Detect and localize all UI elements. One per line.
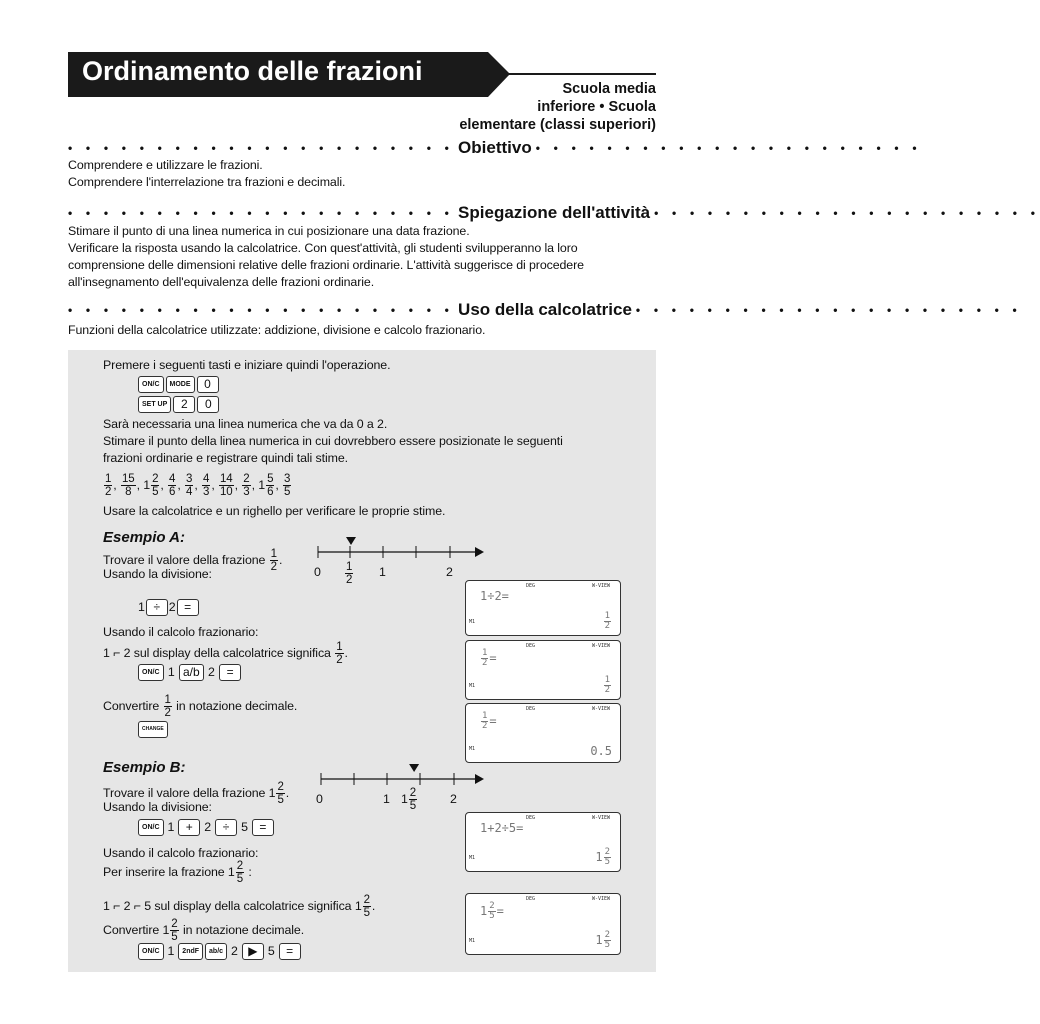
objective-text bbox=[68, 157, 668, 191]
memory-indicator: M1 bbox=[469, 855, 476, 861]
section-heading: Obiettivo bbox=[458, 138, 532, 157]
tick-label: 0 bbox=[316, 792, 323, 806]
calc-key: ▶ bbox=[242, 943, 264, 960]
intro-text: Premere i seguenti tasti e iniziare quindi l'operazione. bbox=[103, 358, 391, 372]
text-line: comprensione delle dimensioni relative delle frazioni ordinarie. L'attività suggerisce di procedere bbox=[68, 258, 584, 272]
dots-divider: • • • • • • • • • • • • • • • • • • • • • • bbox=[635, 303, 1022, 317]
key-0: 0 bbox=[197, 376, 219, 393]
setup-keys-row2 bbox=[137, 396, 220, 414]
denominator: 2 bbox=[604, 685, 610, 695]
denominator: 2 bbox=[164, 707, 171, 719]
fraction bbox=[202, 473, 210, 498]
fraction bbox=[236, 860, 244, 885]
numerator: 14 bbox=[220, 473, 233, 485]
fraction bbox=[266, 473, 274, 498]
whole: 1 bbox=[595, 850, 603, 864]
memory-indicator: M1 bbox=[469, 746, 476, 752]
display-output bbox=[595, 848, 612, 867]
whole: 1 bbox=[227, 864, 235, 879]
numerator: 2 bbox=[604, 847, 610, 857]
denominator: 2 bbox=[105, 486, 112, 498]
text: Trovare il valore della frazione bbox=[103, 552, 266, 567]
denominator: 2 bbox=[482, 721, 488, 731]
display-input: $\frac{1}{2}$ = bbox=[482, 711, 497, 731]
key-onc: ON/C bbox=[138, 376, 164, 393]
dots-divider: • • • • • • • • • • • • • • • • • • • • • • bbox=[535, 141, 922, 155]
memory-indicator: M1 bbox=[469, 938, 476, 944]
section-calculator bbox=[68, 299, 1022, 321]
marker bbox=[346, 537, 356, 545]
dots-divider: • • • • • • • • • • • • • • • • • • • • • • bbox=[68, 206, 455, 220]
text: Convertire bbox=[103, 698, 160, 713]
text-line: Usando il calcolo frazionario: bbox=[103, 846, 259, 860]
fraction bbox=[185, 473, 193, 498]
wview-indicator: W-VIEW bbox=[591, 583, 610, 589]
whole: 1 bbox=[480, 904, 488, 918]
dots-divider: • • • • • • • • • • • • • • • • • • • • • • bbox=[68, 141, 455, 155]
dots-divider: • • • • • • • • • • • • • • • • • • • • • • bbox=[68, 303, 455, 317]
dots-divider: • • • • • • • • • • • • • • • • • • • • • • bbox=[654, 206, 1040, 220]
fraction bbox=[283, 473, 291, 498]
fraction bbox=[604, 848, 611, 867]
wview-indicator: W-VIEW bbox=[591, 896, 610, 902]
tick-label-mixed bbox=[401, 787, 418, 812]
fraction bbox=[604, 612, 611, 631]
text-line: frazioni ordinarie e registrare quindi tali stime. bbox=[103, 451, 348, 465]
denominator: 10 bbox=[220, 486, 233, 498]
numerator: 1 bbox=[604, 675, 610, 685]
numerator: 3 bbox=[284, 473, 291, 485]
subtitle-line: elementare (classi superiori) bbox=[459, 117, 656, 133]
fraction bbox=[363, 894, 371, 919]
fraction bbox=[345, 561, 353, 586]
digit: 5 bbox=[241, 820, 248, 834]
numerator: 1 bbox=[482, 711, 488, 721]
fraction bbox=[481, 712, 488, 731]
tick-label-half bbox=[344, 561, 354, 586]
key-0: 0 bbox=[197, 396, 219, 413]
page-title: Ordinamento delle frazioni bbox=[82, 56, 423, 86]
display-output bbox=[603, 676, 612, 695]
denominator: 2 bbox=[604, 621, 610, 631]
example-b-find: Trovare il valore della frazione 1 $\frac{2}{5}$ . bbox=[103, 781, 290, 806]
list-fraction bbox=[282, 473, 292, 498]
display-output bbox=[595, 931, 612, 950]
digit: 2 bbox=[208, 665, 215, 679]
tick-label: 2 bbox=[446, 565, 453, 579]
text-line: all'insegnamento dell'equivalenza delle frazioni ordinarie. bbox=[68, 275, 375, 289]
subtitle-line: inferiore • Scuola bbox=[537, 99, 656, 115]
tick-label: 2 bbox=[450, 792, 457, 806]
deg-indicator: DEG bbox=[526, 815, 536, 821]
fraction bbox=[604, 931, 611, 950]
division-keys bbox=[137, 819, 275, 836]
calc-key: = bbox=[279, 943, 301, 960]
text-line: Usando il calcolo frazionario: bbox=[103, 625, 259, 639]
whole: 1 bbox=[401, 791, 408, 806]
fraction bbox=[604, 676, 611, 695]
denominator: 5 bbox=[236, 873, 243, 885]
text-line: Verificare la risposta usando la calcolatrice. Con quest'attività, gli studenti svilupperanno la loro bbox=[68, 241, 578, 255]
tick-label: 0 bbox=[314, 565, 321, 579]
numerator: 2 bbox=[277, 781, 284, 793]
key-change: CHANGE bbox=[138, 721, 168, 738]
list-fraction: $\frac{1}{2}$ , bbox=[105, 473, 120, 498]
denominator: 3 bbox=[203, 486, 210, 498]
insert-line: Per inserire la frazione 1 $\frac{2}{5}$ : bbox=[103, 860, 252, 885]
key-equals: = bbox=[177, 599, 199, 616]
calc-key: + bbox=[178, 819, 200, 836]
numerator: 1 bbox=[346, 561, 353, 573]
denominator: 5 bbox=[363, 907, 370, 919]
whole: 1 bbox=[143, 477, 151, 492]
numerator: 4 bbox=[169, 473, 176, 485]
title-rule bbox=[505, 73, 656, 75]
text: 1 ⌐ 2 sul display della calcolatrice significa bbox=[103, 645, 331, 660]
numerator: 2 bbox=[489, 901, 495, 911]
display-input: 1÷2= bbox=[480, 589, 509, 603]
marker bbox=[409, 764, 419, 772]
denominator: 5 bbox=[604, 940, 610, 950]
display-means: 1 ⌐ 2 sul display della calcolatrice significa $\frac{1}{2}$ . bbox=[103, 641, 348, 666]
fraction bbox=[219, 473, 234, 498]
text: in notazione decimale. bbox=[182, 922, 305, 937]
calc-key: ÷ bbox=[215, 819, 237, 836]
digit: 1 bbox=[167, 820, 175, 834]
numerator: 5 bbox=[267, 473, 274, 485]
calc-display bbox=[465, 640, 621, 700]
denominator: 5 bbox=[409, 800, 417, 812]
memory-indicator: M1 bbox=[469, 683, 476, 689]
fraction bbox=[151, 473, 159, 498]
fraction bbox=[170, 918, 178, 943]
denominator: 5 bbox=[171, 931, 178, 943]
denominator: 3 bbox=[243, 486, 250, 498]
fraction bbox=[409, 787, 417, 812]
numerator: 2 bbox=[363, 894, 370, 906]
numerator: 1 bbox=[482, 648, 488, 658]
denominator: 2 bbox=[346, 574, 353, 586]
explanation-text bbox=[68, 223, 668, 291]
denominator: 2 bbox=[270, 561, 277, 573]
denominator: 4 bbox=[186, 486, 193, 498]
numerator: 1 bbox=[164, 694, 171, 706]
calc-display bbox=[465, 580, 621, 636]
numerator: 15 bbox=[121, 473, 135, 485]
key-ab: a/b bbox=[179, 664, 204, 681]
digit: 1 bbox=[167, 944, 175, 958]
digit: 2 bbox=[231, 944, 238, 958]
display-means: 1 ⌐ 2 ⌐ 5 sul display della calcolatrice significa 1 $\frac{2}{5}$ . bbox=[103, 894, 376, 919]
whole: 1 bbox=[258, 477, 266, 492]
deg-indicator: DEG bbox=[526, 643, 536, 649]
numerator: 1 bbox=[270, 548, 277, 560]
list-fraction: $\frac{14}{10}$ , bbox=[220, 473, 242, 498]
arrow-head bbox=[475, 547, 484, 557]
section-heading: Uso della calcolatrice bbox=[458, 300, 632, 319]
section-objective bbox=[68, 137, 922, 159]
denominator: 2 bbox=[336, 654, 343, 666]
deg-indicator: DEG bbox=[526, 583, 536, 589]
numerator: 2 bbox=[604, 930, 610, 940]
calc-display bbox=[465, 893, 621, 955]
setup-keys-row1 bbox=[137, 376, 220, 394]
calc-key: ON/C bbox=[138, 819, 164, 836]
text: 1 ⌐ 2 ⌐ 5 sul display della calcolatrice significa bbox=[103, 898, 352, 913]
section-heading: Spiegazione dell'attività bbox=[458, 203, 651, 222]
text-line: Usando la divisione: bbox=[103, 567, 212, 581]
calc-key: 2ndF bbox=[178, 943, 203, 960]
deg-indicator: DEG bbox=[526, 896, 536, 902]
number-line-b bbox=[300, 757, 500, 797]
display-output: 0.5 bbox=[590, 744, 612, 758]
text-line: Usando la divisione: bbox=[103, 800, 212, 814]
fraction bbox=[104, 473, 112, 498]
memory-indicator: M1 bbox=[469, 619, 476, 625]
numerator: 4 bbox=[203, 473, 210, 485]
key-divide: ÷ bbox=[146, 599, 168, 616]
fraction bbox=[164, 694, 172, 719]
fraction bbox=[276, 781, 284, 806]
text-line: Stimare il punto di una linea numerica in cui posizionare una data frazione. bbox=[68, 224, 470, 238]
key-setup: SET UP bbox=[138, 396, 171, 413]
denominator: 8 bbox=[125, 486, 132, 498]
fraction bbox=[335, 641, 343, 666]
text-line: Stimare il punto della linea numerica in cui dovrebbero essere posizionate le seguenti bbox=[103, 434, 563, 448]
list-fraction: $\frac{4}{6}$ , bbox=[169, 473, 185, 498]
tick-label: 1 bbox=[379, 565, 386, 579]
denominator: 2 bbox=[482, 658, 488, 668]
section-explanation bbox=[68, 202, 1040, 224]
denominator: 6 bbox=[267, 486, 274, 498]
calc-display bbox=[465, 703, 621, 763]
whole: 1 bbox=[595, 933, 603, 947]
text: Per inserire la frazione bbox=[103, 864, 225, 879]
list-fraction: $\frac{2}{3}$ , bbox=[243, 473, 259, 498]
fraction bbox=[488, 902, 495, 921]
deg-indicator: DEG bbox=[526, 706, 536, 712]
display-input: 1 $\frac{2}{5}$ = bbox=[480, 901, 504, 921]
fraction-list bbox=[103, 473, 292, 498]
display-input: $\frac{1}{2}$ = bbox=[482, 648, 497, 668]
wview-indicator: W-VIEW bbox=[591, 643, 610, 649]
whole: 1 bbox=[354, 898, 362, 913]
numerator: 1 bbox=[604, 611, 610, 621]
change-keys bbox=[137, 721, 169, 739]
key-mode: MODE bbox=[166, 376, 195, 393]
subtitle bbox=[376, 80, 656, 134]
numerator: 2 bbox=[171, 918, 178, 930]
text-line: Comprendere l'interrelazione tra frazioni e decimali. bbox=[68, 175, 346, 189]
list-fraction: $\frac{4}{3}$ , bbox=[203, 473, 218, 498]
digit: 2 bbox=[204, 820, 212, 834]
digit: 1 bbox=[138, 600, 145, 614]
convert-line bbox=[103, 918, 304, 943]
subtitle-line: Scuola media bbox=[562, 81, 656, 97]
fraction bbox=[242, 473, 250, 498]
digit: 2 bbox=[168, 600, 176, 614]
division-keys bbox=[138, 599, 200, 616]
text-line: Usare la calcolatrice e un righello per verificare le proprie stime. bbox=[103, 504, 446, 518]
calc-key: ON/C bbox=[138, 943, 164, 960]
key-2: 2 bbox=[173, 396, 195, 413]
whole: 1 bbox=[162, 922, 170, 937]
key-onc: ON/C bbox=[138, 664, 164, 681]
numerator: 1 bbox=[105, 473, 112, 485]
convert-line bbox=[103, 694, 297, 719]
denominator: 5 bbox=[489, 911, 495, 921]
text: Trovare il valore della frazione bbox=[103, 785, 266, 800]
text: Convertire bbox=[103, 922, 160, 937]
conversion-keys bbox=[137, 943, 302, 960]
fraction bbox=[481, 649, 488, 668]
digit: 5 bbox=[267, 944, 275, 958]
example-b-title: Esempio B: bbox=[103, 759, 186, 776]
numerator: 3 bbox=[186, 473, 193, 485]
wview-indicator: W-VIEW bbox=[591, 815, 610, 821]
whole: 1 bbox=[268, 785, 276, 800]
denominator: 5 bbox=[604, 857, 610, 867]
list-fraction: 1 $\frac{5}{6}$ , bbox=[258, 473, 283, 498]
list-fraction: 1 $\frac{2}{5}$ , bbox=[143, 473, 168, 498]
numerator: 2 bbox=[236, 860, 243, 872]
wview-indicator: W-VIEW bbox=[591, 706, 610, 712]
display-input: 1+2÷5= bbox=[480, 821, 524, 835]
calc-display bbox=[465, 812, 621, 872]
example-a-find: Trovare il valore della frazione $\frac{1}{2}$ . bbox=[103, 548, 283, 573]
fraction bbox=[168, 473, 176, 498]
denominator: 5 bbox=[152, 486, 159, 498]
tick-label: 1 bbox=[383, 792, 390, 806]
fraction bbox=[270, 548, 278, 573]
numerator: 1 bbox=[336, 641, 343, 653]
fraction-keys bbox=[137, 664, 242, 681]
numerator: 2 bbox=[409, 787, 417, 799]
denominator: 5 bbox=[284, 486, 291, 498]
display-output bbox=[603, 612, 612, 631]
text-line: Sarà necessaria una linea numerica che va da 0 a 2. bbox=[103, 417, 388, 431]
calc-key: = bbox=[252, 819, 274, 836]
key-equals: = bbox=[219, 664, 241, 681]
instructions bbox=[103, 416, 563, 467]
calculator-functions-text: Funzioni della calcolatrice utilizzate: addizione, divisione e calcolo frazionario. bbox=[68, 323, 486, 337]
text-line: Comprendere e utilizzare le frazioni. bbox=[68, 158, 263, 172]
example-a-title: Esempio A: bbox=[103, 529, 185, 546]
list-fraction: $\frac{3}{4}$ , bbox=[186, 473, 202, 498]
digit: 1 bbox=[167, 665, 175, 679]
denominator: 6 bbox=[169, 486, 176, 498]
numerator: 2 bbox=[243, 473, 250, 485]
numerator: 2 bbox=[152, 473, 159, 485]
fraction bbox=[121, 473, 136, 498]
text: in notazione decimale. bbox=[176, 698, 298, 713]
arrow-head bbox=[475, 774, 484, 784]
list-fraction: $\frac{15}{8}$ , bbox=[121, 473, 144, 498]
denominator: 5 bbox=[277, 794, 284, 806]
calc-key: ab/c bbox=[205, 943, 227, 960]
